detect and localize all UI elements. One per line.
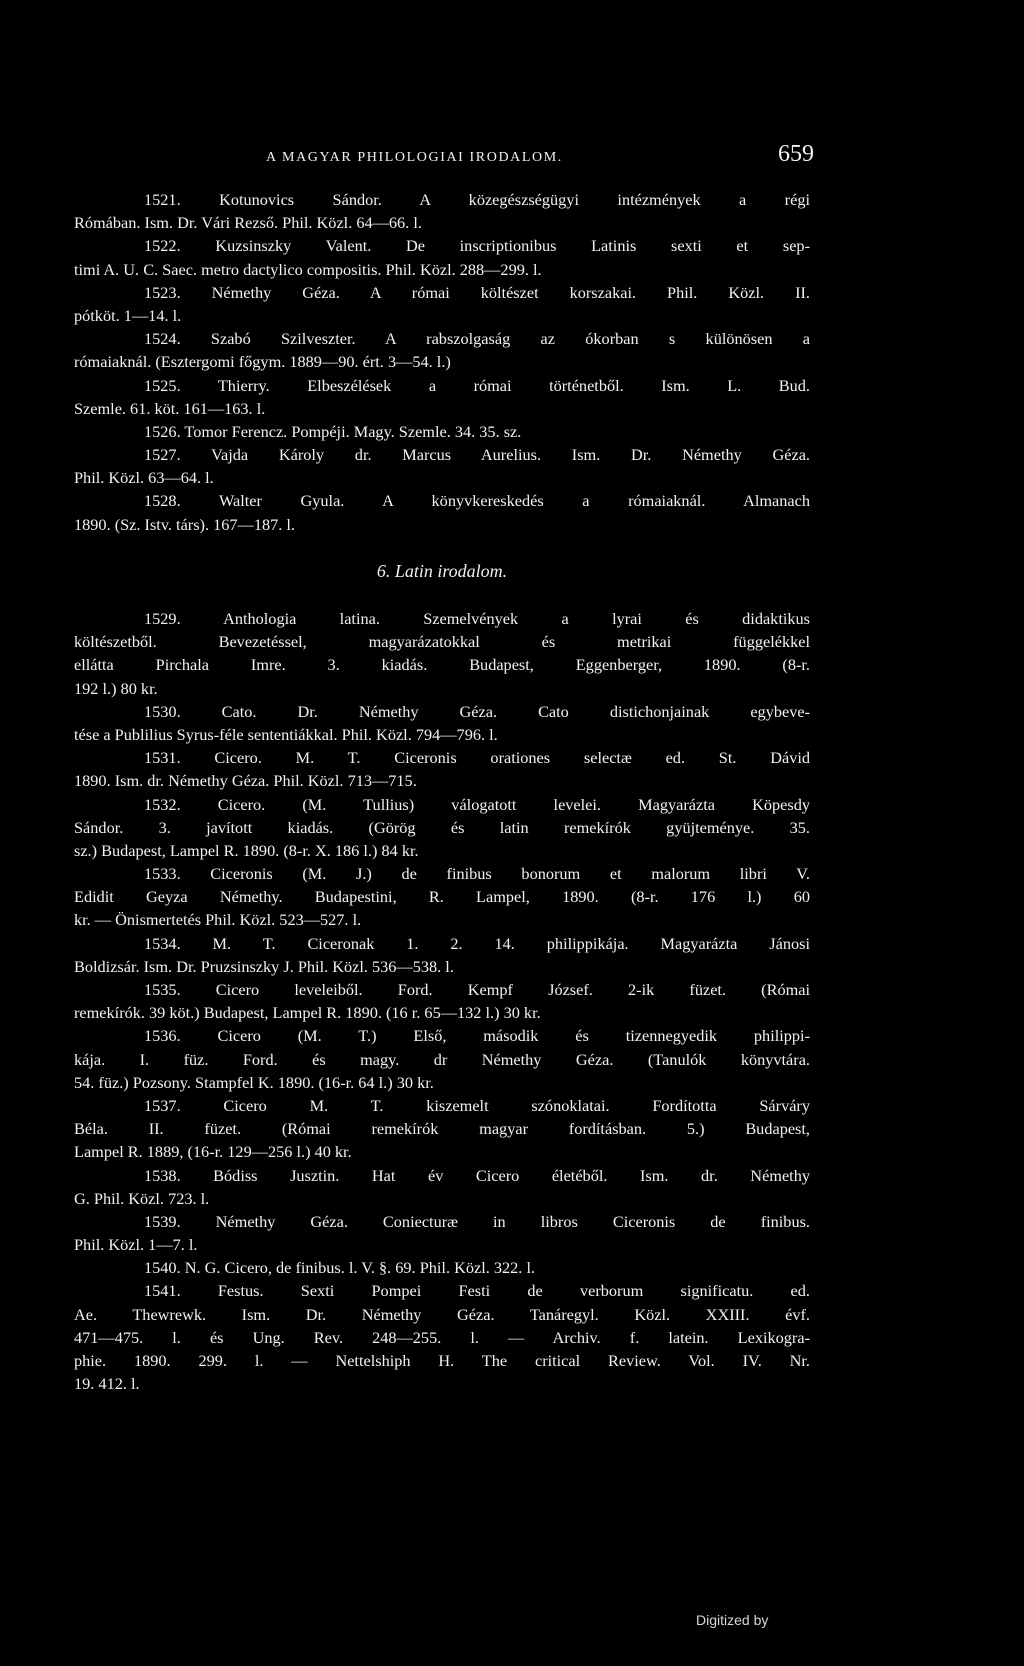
text-line: Phil. Közl. 63—64. l. (74, 468, 214, 488)
text-line: 1528. Walter Gyula. A könyvkereskedés a rómaiaknál. Almanach (144, 491, 810, 511)
section-heading: 6. Latin irodalom. (376, 560, 508, 581)
text-line: Boldizsár. Ism. Dr. Pruzsinszky J. Phil. Közl. 536—538. l. (74, 956, 454, 976)
text-line: 19. 412. l. (74, 1374, 140, 1394)
text-line: 1534. M. T. Ciceronak 1. 2. 14. philippikája. Magyarázta Jánosi (144, 933, 810, 953)
text-line: 1523. Némethy Géza. A római költészet korszakai. Phil. Közl. II. (144, 282, 810, 302)
text-line: 1533. Ciceronis (M. J.) de finibus bonorum et malorum libri V. (144, 864, 810, 884)
text-line: 192 l.) 80 kr. (74, 678, 158, 698)
text-line: 1521. Kotunovics Sándor. A közegészségügyi intézmények a régi (144, 190, 810, 209)
text-line: Béla. II. füzet. (Római remekírók magyar fordításban. 5.) Budapest, (74, 1119, 810, 1139)
text-line: 1538. Bódiss Jusztin. Hat év Cicero életéből. Ism. dr. Némethy (144, 1165, 810, 1185)
text-line: Rómában. Ism. Dr. Vári Rezső. Phil. Közl. 64—66. l. (74, 213, 422, 233)
text-line: 1540. N. G. Cicero, de finibus. l. V. §. 69. Phil. Közl. 322. l. (144, 1258, 536, 1278)
text-line: 1527. Vajda Károly dr. Marcus Aurelius. Ism. Dr. Némethy Géza. (144, 445, 810, 465)
text-line: ellátta Pirchala Imre. 3. kiadás. Budapest, Eggenberger, 1890. (8-r. (74, 655, 810, 675)
text-line: 1524. Szabó Szilveszter. A rabszolgaság az ókorban s különösen a (144, 329, 810, 349)
text-line: remekírók. 39 köt.) Budapest, Lampel R. 1890. (16 r. 65—132 l.) 30 kr. (74, 1003, 541, 1023)
text-line: 1522. Kuzsinszky Valent. De inscriptionibus Latinis sexti et sep- (144, 236, 810, 256)
text-line: 1529. Anthologia latina. Szemelvények a lyrai és didaktikus (144, 609, 810, 628)
text-line: kája. I. füz. Ford. és magy. dr Némethy Géza. (Tanulók könyvtára. (74, 1049, 810, 1069)
page-header (74, 141, 814, 168)
text-line: phie. 1890. 299. l. — Nettelshiph H. The critical Review. Vol. IV. Nr. (74, 1351, 810, 1370)
text-line: 1532. Cicero. (M. Tullius) válogatott levelei. Magyarázta Köpesdy (144, 794, 810, 814)
digitized-note: Digitized by (696, 1612, 769, 1628)
text-line: G. Phil. Közl. 723. l. (74, 1188, 210, 1208)
text-line: 1890. (Sz. Istv. társ). 167—187. l. (74, 514, 295, 534)
text-line: kr. — Önismertetés Phil. Közl. 523—527. l. (74, 910, 362, 930)
text-line: 1535. Cicero leveleiből. Ford. Kempf József. 2-ik füzet. (Római (144, 980, 810, 999)
text-line: rómaiaknál. (Esztergomi főgym. 1889—90. ért. 3—54. l.) (74, 352, 451, 372)
text-line: tése a Publilius Syrus-féle sententiákkal. Phil. Közl. 794—796. l. (74, 724, 498, 744)
bibliography-text (74, 188, 810, 1395)
text-line: 54. füz.) Pozsony. Stampfel K. 1890. (16-r. 64 l.) 30 kr. (74, 1072, 434, 1092)
text-line: 1525. Thierry. Elbeszélések a római történetből. Ism. L. Bud. (144, 375, 810, 395)
text-line: 1530. Cato. Dr. Némethy Géza. Cato distichonjainak egybeve- (144, 701, 810, 721)
text-line: 1539. Némethy Géza. Coniecturæ in libros Ciceronis de finibus. (144, 1211, 810, 1231)
text-line: 471—475. l. és Ung. Rev. 248—255. l. — Archiv. f. latein. Lexikogra- (74, 1327, 810, 1347)
text-line: Ae. Thewrewk. Ism. Dr. Némethy Géza. Tanáregyl. Közl. XXIII. évf. (74, 1304, 810, 1324)
running-title: A MAGYAR PHILOLOGIAI IRODALOM. (266, 150, 563, 165)
text-line: költészetből. Bevezetéssel, magyarázatokkal és metrikai függelékkel (74, 632, 810, 652)
page-number: 659 (778, 141, 814, 167)
text-line: Phil. Közl. 1—7. l. (74, 1235, 198, 1255)
text-line: timi A. U. C. Saec. metro dactylico compositis. Phil. Közl. 288—299. l. (74, 259, 542, 279)
bibliography-block-latin (74, 607, 810, 1395)
text-line: 1890. Ism. dr. Némethy Géza. Phil. Közl. 713—715. (74, 771, 417, 791)
text-line: sz.) Budapest, Lampel R. 1890. (8-r. X. 186 l.) 84 kr. (74, 840, 419, 860)
text-line: 1536. Cicero (M. T.) Első, második és tizennegyedik philippi- (144, 1026, 810, 1046)
text-line: Edidit Geyza Némethy. Budapestini, R. Lampel, 1890. (8-r. 176 l.) 60 (74, 887, 810, 907)
text-line: 1531. Cicero. M. T. Ciceronis orationes selectæ ed. St. Dávid (144, 748, 810, 768)
text-line: Sándor. 3. javított kiadás. (Görög és latin remekírók gyüjteménye. 35. (74, 817, 810, 837)
text-line: Szemle. 61. köt. 161—163. l. (74, 398, 266, 418)
bibliography-block-history (74, 188, 810, 536)
text-line: Lampel R. 1889, (16-r. 129—256 l.) 40 kr. (74, 1142, 352, 1162)
text-line: 1541. Festus. Sexti Pompei Festi de verborum significatu. ed. (144, 1281, 810, 1301)
text-line: 1526. Tomor Ferencz. Pompéji. Magy. Szemle. 34. 35. sz. (144, 421, 522, 441)
text-line: pótköt. 1—14. l. (74, 305, 182, 325)
text-line: 1537. Cicero M. T. kiszemelt szónoklatai. Fordította Sárváry (144, 1095, 810, 1115)
